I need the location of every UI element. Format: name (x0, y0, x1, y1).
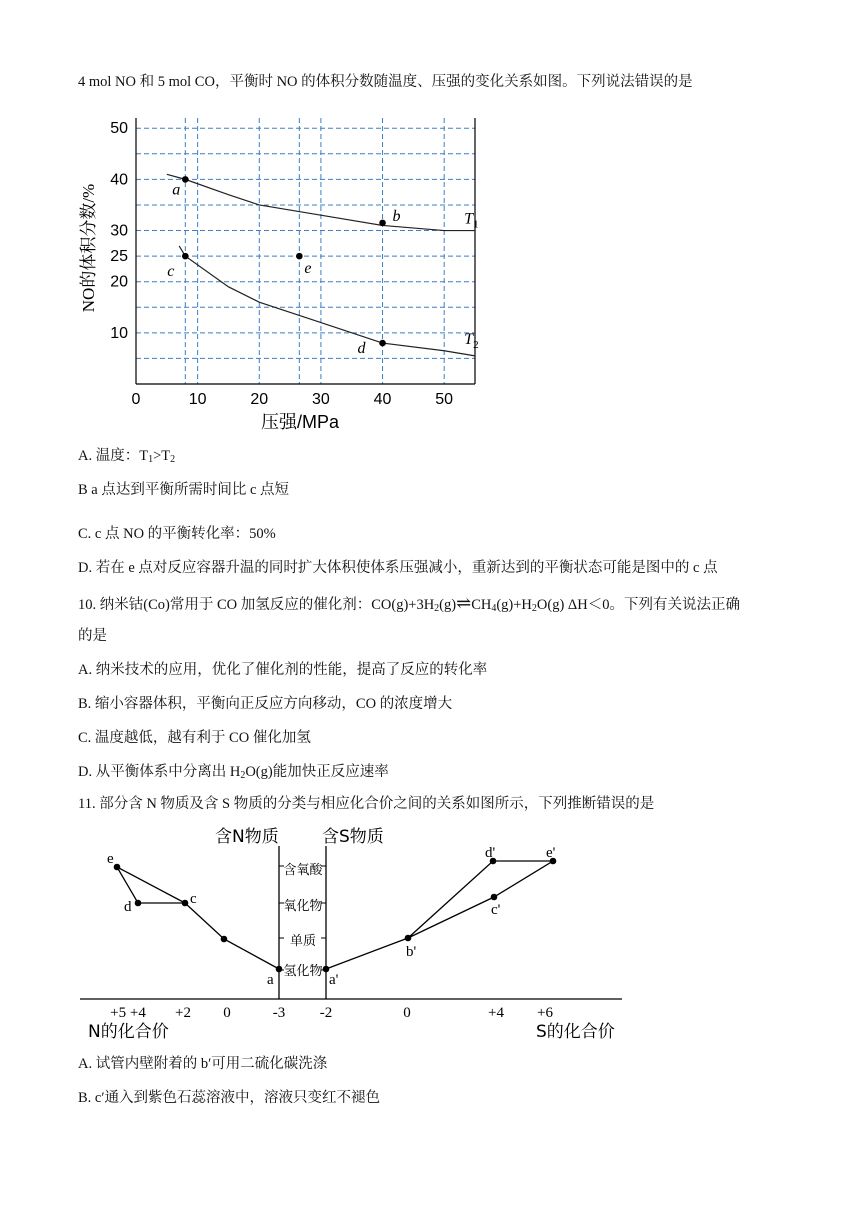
n-axis-label: N的化合价 (88, 1022, 169, 1042)
s-tick-0: 0 (403, 1005, 411, 1021)
y-tick-label: 50 (110, 120, 128, 138)
question-intro: 4 mol NO 和 5 mol CO，平衡时 NO 的体积分数随温度、压强的变化关系如图。下列说法错误的是 (78, 74, 693, 90)
series-label: $T_1$ (464, 210, 479, 231)
y-tick-label: 40 (110, 171, 128, 189)
chart-points (167, 176, 400, 357)
q10-option-d: D. 从平衡体系中分离出 $H_2O(g)$能加快正反应速率 (78, 764, 389, 781)
q9-option-a: A. 温度：$T_1>T_2$ (78, 448, 176, 465)
chart-ticks (110, 120, 453, 408)
s-tick-4: +4 (488, 1005, 504, 1021)
q10-stem: 10. 纳米钴(Co)常用于 CO 加氢反应的催化剂：$CO(g)+3H_2(g)\rightleftharpoons CH_4(g)+H_2O(g)$ ΔH＜0。下列有关说法正确 (78, 593, 740, 614)
x-tick-label: 0 (131, 391, 141, 408)
right-title: 含S物质 (322, 827, 384, 847)
point-d (379, 340, 386, 347)
point-d-prime: d' (485, 845, 496, 861)
q11-option-a: A. 试管内壁附着的 b′可用二硫化碳洗涤 (78, 1056, 328, 1072)
y-tick-label: 30 (110, 222, 128, 240)
q10-stem-cont: 的是 (78, 628, 107, 644)
q9-option-d: D. 若在 e 点对反应容器升温的同时扩大体积使体系压强减小，重新达到的平衡状态可能是图中的 c 点 (78, 560, 718, 576)
point-b (379, 220, 386, 227)
s-tick-6: +6 (537, 1005, 553, 1021)
point-d: d (124, 899, 132, 915)
q10-option-a: A. 纳米技术的应用，优化了催化剂的性能，提高了反应的转化率 (78, 662, 488, 678)
point-label-c: c (167, 263, 175, 281)
series-label: $T_2$ (464, 330, 479, 351)
x-tick-label: 10 (188, 391, 207, 408)
chart-axes (136, 118, 475, 384)
point-a-prime: a' (329, 972, 339, 988)
q11-option-b: B. c′通入到紫色石蕊溶液中，溶液只变红不褪色 (78, 1090, 381, 1106)
point-c (182, 253, 189, 260)
x-tick-label: 50 (435, 391, 454, 408)
series-label-sub: 2 (473, 338, 479, 351)
y-tick-label: 20 (110, 273, 128, 291)
category-hydride: 氢化物 (283, 964, 323, 979)
n-tick-0: 0 (223, 1005, 231, 1021)
q9-option-b: B a 点达到平衡所需时间比 c 点短 (78, 482, 290, 498)
point-label-a: a (172, 181, 181, 199)
q10-option-b: B. 缩小容器体积，平衡向正反应方向移动，CO 的浓度增大 (78, 696, 453, 712)
category-oxide: 氧化物 (283, 899, 323, 914)
point-a (182, 176, 189, 183)
series-line-t2 (179, 246, 475, 356)
n-tick-2: +2 (175, 1005, 191, 1021)
chart-series (167, 174, 479, 356)
category-element: 单质 (289, 934, 317, 949)
point-label-b: b (392, 207, 401, 225)
y-tick-label: 10 (110, 324, 128, 342)
point-e: e (107, 851, 114, 867)
q9-option-c: C. c 点 NO 的平衡转化率：50% (78, 526, 276, 542)
y-tick-label: 25 (110, 248, 128, 266)
point-c-prime: c' (491, 902, 501, 918)
x-tick-label: 30 (312, 391, 330, 408)
n-tick-m3: -3 (272, 1005, 286, 1021)
x-tick-label: 40 (373, 391, 392, 408)
q10-option-c: C. 温度越低，越有利于 CO 催化加氢 (78, 730, 311, 746)
series-label-sub: 1 (473, 218, 479, 231)
point-label-e: e (304, 260, 312, 278)
chart-grid (136, 118, 475, 384)
q11-stem: 11. 部分含 N 物质及含 S 物质的分类与相应化合价之间的关系如图所示，下列推断错误的是 (78, 796, 655, 812)
point-a: a (267, 972, 274, 988)
no-fraction-chart (70, 108, 490, 438)
s-tick-m2: -2 (319, 1005, 333, 1021)
chart-x-label: 压强/MPa (260, 412, 340, 432)
category-acid: 含氧酸 (283, 863, 323, 878)
n-tick-54: +5 +4 (110, 1005, 146, 1021)
point-label-d: d (357, 340, 366, 358)
point-e-prime: e' (546, 845, 556, 861)
point-c: c (190, 891, 197, 907)
point-e (296, 253, 303, 260)
point-b-prime: b' (406, 944, 417, 960)
s-axis-label: S的化合价 (536, 1022, 615, 1042)
left-title: 含N物质 (215, 827, 279, 847)
x-tick-label: 20 (250, 391, 269, 408)
chart-y-label: NO的体积分数/% (79, 183, 98, 313)
valence-diagram (70, 818, 640, 1043)
